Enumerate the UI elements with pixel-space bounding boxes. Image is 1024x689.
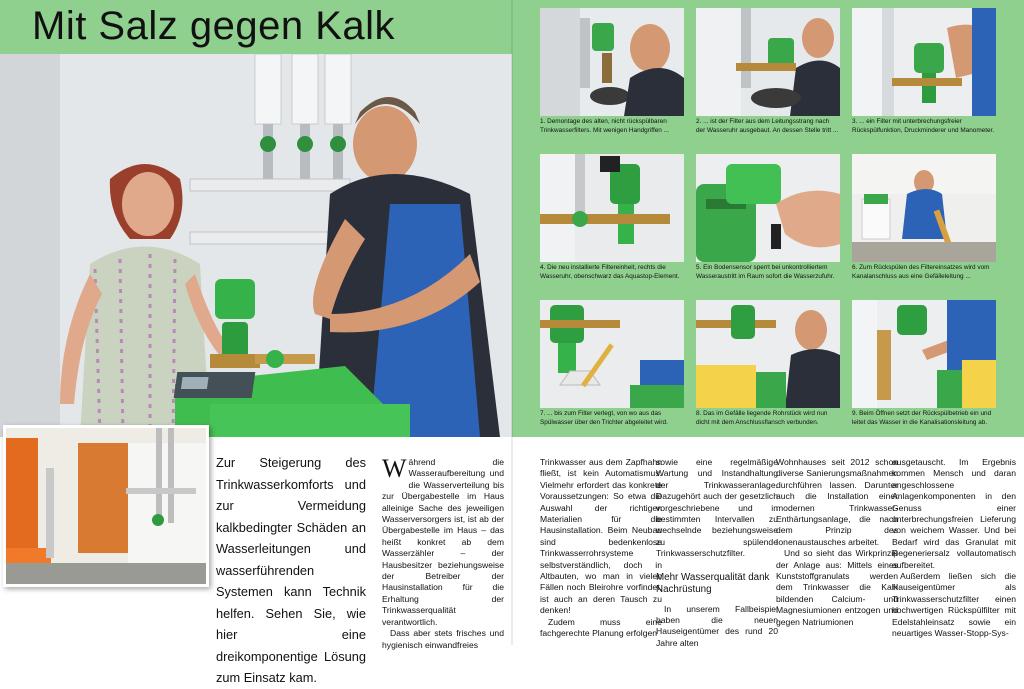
step-photo-9	[852, 300, 996, 408]
section-subhead: Mehr Wasserqualität dank Nachrüstung	[656, 571, 770, 595]
article-column-1	[382, 454, 504, 651]
step-photo-6	[852, 154, 996, 262]
step-caption-7: 7. ... bis zum Filter verlegt, von wo aus das Spülwasser über den Trichter abgeleitet wird.	[540, 410, 668, 426]
step-caption-2: 2. ... ist der Filter aus dem Leitungsstrang nach der Wasseruhr ausgebaut. An dessen Stelle tritt ...	[696, 118, 839, 134]
drop-cap: W	[382, 454, 407, 483]
step-photo-4	[540, 154, 684, 262]
step-caption-1: 1. Demontage des alten, nicht rückspülbaren Trinkwasserfilters. Mit wenigen Handgriffen ...	[540, 118, 669, 134]
page-title: Mit Salz gegen Kalk	[32, 4, 396, 48]
step-caption-9: 9. Beim Öffnen setzt der Rückspülbetrieb ein und leitet das Wasser in die Kanalisationsleitung ab.	[852, 410, 992, 426]
article-column-2	[540, 457, 662, 640]
step-photo-7	[540, 300, 684, 408]
main-photo	[0, 54, 512, 437]
step-caption-8: 8. Das im Gefälle liegende Rohrstück wird nun dicht mit dem Anschlussflansch verbunden.	[696, 410, 828, 426]
column-4-paragraph-1: Wohnhauses seit 2012 schon diverse Sanierungsmaßnahmen durchführen lassen. Darunter auch die Installation einer modernen Trinkwasser-Enthärtungsanlage, die nach dem Prinzip des Ionenaustausches arbeitet.	[776, 457, 898, 547]
column-3-paragraph-2: In unserem Fallbeispiel haben die neuen Hauseigentümer des rund 20 Jahre alten	[656, 603, 778, 648]
article-lead: Zur Steigerung des Trinkwasserkomforts und zur Vermeidung kalkbedingter Schäden an Wasserleitungen und wasserführenden Systemen kann Technik helfen. Sehen Sie, wie hier eine dreikomponentige Lösung zum Einsatz kam.	[216, 455, 366, 685]
step-photo-3	[852, 8, 996, 116]
step-caption-6: 6. Zum Rückspülen des Filtereinsatzes wird vom Kanalanschluss aus eine Gefälleleitung ...	[852, 264, 990, 280]
page-gutter	[511, 0, 513, 645]
column-5-paragraph-1: ausgetauscht. Im Ergebnis kommen Mensch und daran angeschlossene Anlagenkomponenten in den Genuss einer unterbrechungsfreien Lieferung von weichem Wasser. Und bei Bedarf wird das Granulat mit Regeneriersalz vollautomatisch aufbereitet.	[892, 457, 1016, 570]
article-column-3	[656, 457, 778, 649]
step-caption-4: 4. Die neu installierte Filtereinheit, rechts die Wasseruhr, obenschwarz das Aquastop-Element.	[540, 264, 680, 280]
step-caption-3: 3. ... ein Filter mit unterbrechungsfreier Rückspülfunktion, Druckminderer und Manometer.	[852, 118, 995, 134]
article-column-4	[776, 457, 898, 628]
step-photo-8	[696, 300, 840, 408]
step-photo-1	[540, 8, 684, 116]
column-5-paragraph-2: Außerdem ließen sich die Hauseigentümer als Trinkwasserschutzfilter einen hochwertigen Rückspülfilter mit Edelstahleinsatz sowie ein neuartiges Wasser-Stopp-Sys-	[892, 571, 1016, 639]
column-2-paragraph-2: Zudem muss eine fachgerechte Planung erfolgen	[540, 616, 662, 639]
column-3-paragraph-1: sowie eine regelmäßige Wartung und Instandhaltung der Trinkwasseranlage. Dazugehört auch der gesetzlich vorgeschriebene und in bestimmten Intervallen zu wechselnde beziehungsweise zu spülende Trinkwasserschutzfilter.	[656, 457, 778, 559]
column-4-paragraph-2: Und so sieht das Wirkprinzip der Anlage aus: Mittels eines Kunststoffgranulats werden dem Trinkwasser die Kalk bildenden Calcium- und Magnesiumionen entzogen und gegen Natriumionen	[776, 548, 898, 627]
step-photo-5	[696, 154, 840, 262]
column-1-paragraph-2: Dass aber stets frisches und hygienisch einwandfreies	[382, 628, 504, 650]
inset-photo	[3, 425, 209, 587]
step-caption-5: 5. Ein Bodensensor sperrt bei unkontrolliertem Wasseraustritt im Raum sofort die Wasserzufuhr.	[696, 264, 835, 280]
column-2-paragraph-1: Trinkwasser aus dem Zapfhahn fließt, ist kein Automatismus. Vielmehr erfordert das konkrete Voraussetzungen: So etwa die Auswahl der richtigen Materialien für die Hausinstallation. Beim Neubau sind bedenkenlose Trinkwasserrohrsysteme selbstverständlich, doch in Altbauten, wo man in vielen Fällen noch Bleirohre vorfindet, ist auch an deren Tausch zu denken!	[540, 457, 662, 616]
column-1-paragraph-1: ährend die Wasseraufbereitung und die Wasserverteilung bis zur Übergabestelle im Haus alleinige Sache des jeweiligen Wasserversorgers ist, ist ab der Übergabestelle im Haus – das heißt konkret ab dem Wasserzähler – der Hausbesitzer beziehungsweise der Betreiber der Hausinstallation für die Erhaltung der Trinkwasserqualität verantwortlich.	[382, 457, 504, 627]
article-column-5	[892, 457, 1016, 640]
step-photo-2	[696, 8, 840, 116]
